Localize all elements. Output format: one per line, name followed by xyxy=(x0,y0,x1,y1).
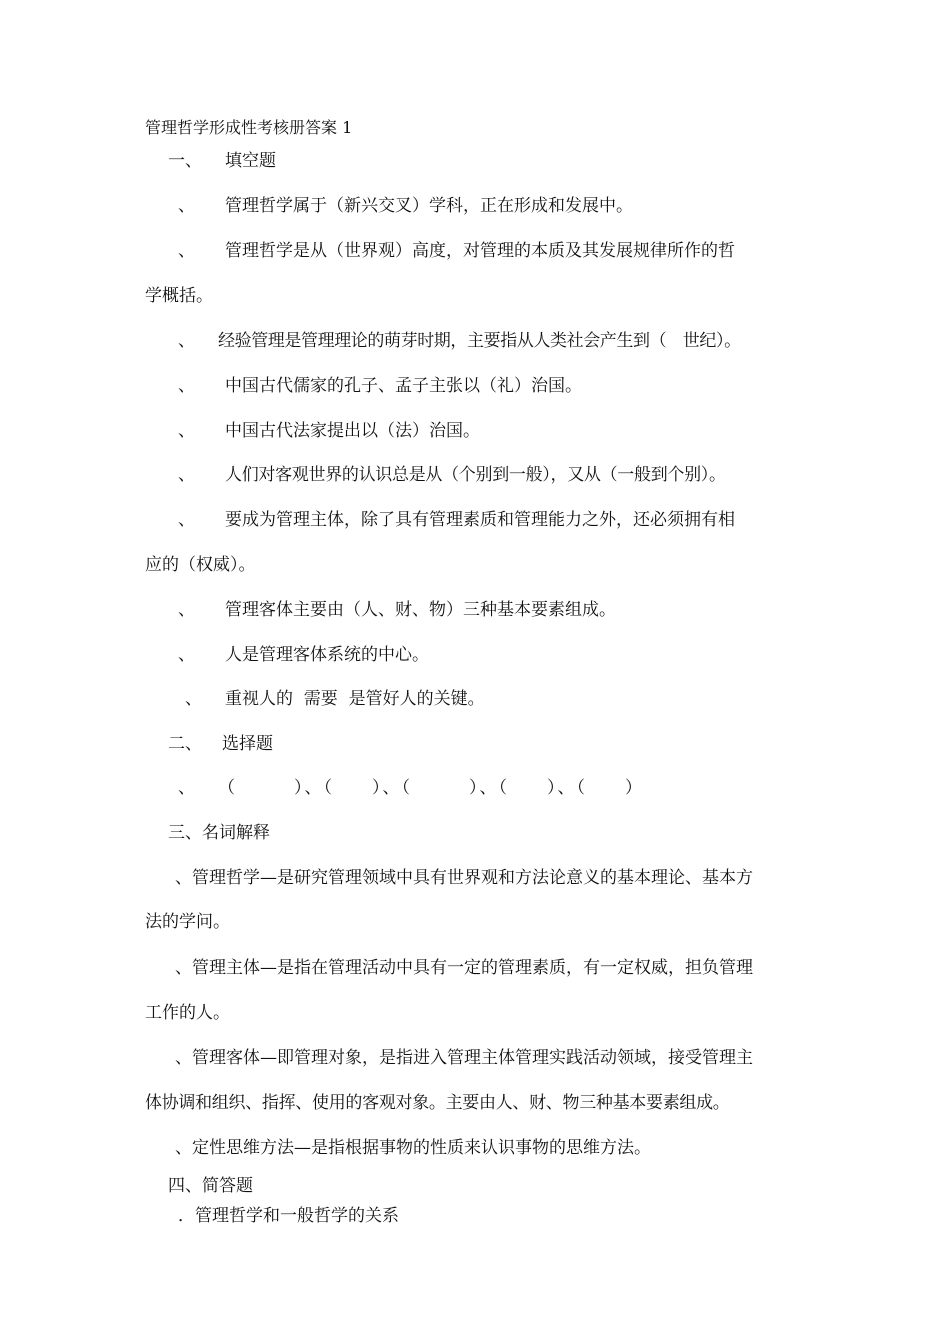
fill-item-2-continuation: 学概括。 xyxy=(145,286,213,306)
section-terms-heading: 三、名词解释 xyxy=(168,823,270,843)
term-1-text: 、管理哲学—是研究管理领域中具有世界观和方法论意义的基本理论、基本方 xyxy=(175,868,753,888)
fill-item-4-text: 中国古代儒家的孔子、孟子主张以（礼）治国。 xyxy=(225,376,582,396)
section-short-answer-heading: 四、简答题 xyxy=(168,1176,253,1196)
fill-item-9-mark: 、 xyxy=(178,645,195,665)
term-4-text: 、定性思维方法—是指根据事物的性质来认识事物的思维方法。 xyxy=(175,1138,651,1158)
fill-item-6-mark: 、 xyxy=(178,465,195,485)
section-choice-heading: 选择题 xyxy=(222,734,273,754)
fill-item-3-mark: 、 xyxy=(178,331,195,351)
fill-item-7-text: 要成为管理主体，除了具有管理素质和管理能力之外，还必须拥有相 xyxy=(225,510,735,530)
fill-item-10-text: 重视人的 需要 是管好人的关键。 xyxy=(225,689,485,709)
fill-item-1-text: 管理哲学属于（新兴交叉）学科，正在形成和发展中。 xyxy=(225,196,633,216)
fill-item-8-text: 管理客体主要由（人、财、物）三种基本要素组成。 xyxy=(225,600,616,620)
fill-item-4-mark: 、 xyxy=(178,376,195,396)
section-fill-blank-number: 一、 xyxy=(168,151,202,171)
fill-item-2-mark: 、 xyxy=(178,241,195,261)
fill-item-6-text: 人们对客观世界的认识总是从（个别到一般），又从（一般到个别）。 xyxy=(225,465,726,485)
term-2-continuation: 工作的人。 xyxy=(145,1003,230,1023)
term-1-continuation: 法的学问。 xyxy=(145,912,230,932)
fill-item-7-mark: 、 xyxy=(178,510,195,530)
fill-item-2-text: 管理哲学是从（世界观）高度，对管理的本质及其发展规律所作的哲 xyxy=(225,241,735,261)
term-3-text: 、管理客体—即管理对象，是指进入管理主体管理实践活动领域，接受管理主 xyxy=(175,1048,753,1068)
term-2-text: 、管理主体—是指在管理活动中具有一定的管理素质，有一定权威，担负管理 xyxy=(175,958,753,978)
choice-answer-line: 、 （ ）、（ ）、（ ）、（ ）、（ ） xyxy=(178,778,644,798)
fill-item-5-text: 中国古代法家提出以（法）治国。 xyxy=(225,421,480,441)
document-title-text: 管理哲学形成性考核册答案 1 xyxy=(145,118,353,137)
fill-item-5-mark: 、 xyxy=(178,421,195,441)
fill-item-9-text: 人是管理客体系统的中心。 xyxy=(225,645,429,665)
fill-item-3-text: 经验管理是管理理论的萌芽时期，主要指从人类社会产生到（ 世纪）。 xyxy=(218,331,741,351)
fill-item-10-mark: 、 xyxy=(185,689,202,709)
section-fill-blank-heading: 填空题 xyxy=(225,151,276,171)
document-title xyxy=(145,120,352,136)
fill-item-1-mark: 、 xyxy=(178,196,195,216)
fill-item-8-mark: 、 xyxy=(178,600,195,620)
section-choice-number: 二、 xyxy=(168,734,202,754)
short-answer-1-text: ．管理哲学和一般哲学的关系 xyxy=(178,1206,399,1226)
term-3-continuation: 体协调和组织、指挥、使用的客观对象。主要由人、财、物三种基本要素组成。 xyxy=(145,1093,730,1113)
fill-item-7-continuation: 应的（权威）。 xyxy=(145,555,256,575)
